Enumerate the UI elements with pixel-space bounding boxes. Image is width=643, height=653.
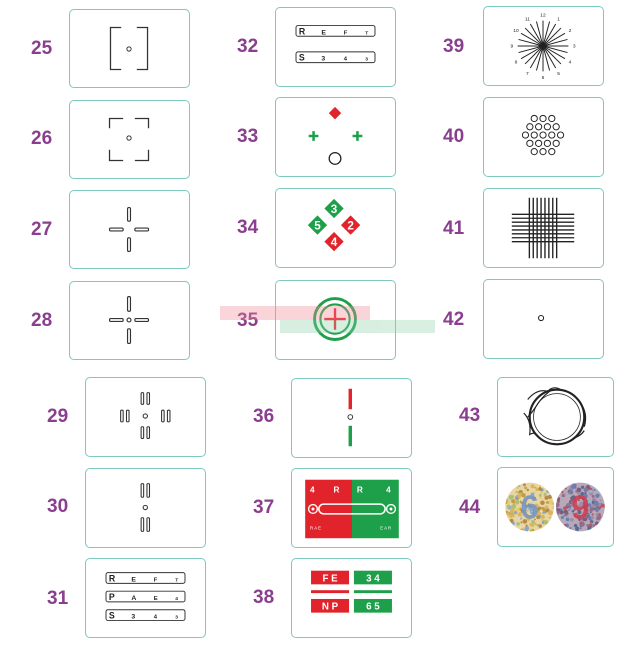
plate-dot [568,509,570,511]
plate-dot [507,516,509,518]
plate-dot [510,519,514,523]
plate-dot [564,510,568,514]
chart-card-38 [291,558,412,638]
row1-letter-3: F [153,577,158,584]
plate-dot [593,489,595,491]
grid-dot [536,124,542,130]
plate-dot [510,508,514,512]
item-number-37: 37 [253,497,275,518]
plate-dot [541,515,545,519]
plate-dot [516,522,519,525]
row3-letter-2: 3 [131,613,136,621]
plate-dot [595,522,599,526]
grid-dot [557,132,563,138]
grid-dot [544,140,550,146]
grid-dot [549,149,555,155]
plate-dot [509,495,514,500]
block-bottom-right-text: 6 5 [366,601,380,613]
plate-dot [585,486,587,488]
chart-card-41 [483,188,604,268]
clock-number-6: 6 [541,75,545,81]
dot-grid-hexagon-chart [484,98,603,176]
green-plus-left-icon [309,131,319,141]
item-number-33: 33 [237,126,259,147]
grid-dot [540,149,546,155]
plate-dot [516,491,518,493]
plate-dot [539,496,542,499]
green-panel-top-left: R [356,485,363,495]
chart-card-32 [275,7,396,87]
plate-dot [540,492,543,495]
plate-dot [531,484,535,488]
plate-dot [599,513,601,515]
item-number-41: 41 [443,218,465,239]
double-lines-cross-diagram [86,378,205,456]
plate-dot [565,487,567,489]
cross-lines-diagram [70,191,189,268]
grid-dot [540,132,546,138]
plate-dot [541,485,544,488]
plate-dot [566,503,569,506]
worth-four-dot-chart [276,98,395,176]
red-panel-top-right: R [333,485,340,495]
plate-dot [545,505,548,508]
plate-dot [581,486,584,489]
item-number-27: 27 [31,219,53,240]
row3-letter-3: 4 [153,614,158,621]
item-number-34: 34 [237,217,259,238]
block-top-right-text: 3 4 [366,573,380,585]
concentric-circle-cross-chart [276,281,395,359]
right-bracket [137,28,148,70]
grid-dot [540,115,546,121]
clock-number-1: 1 [557,17,560,23]
chart-card-39 [483,6,604,86]
chart-card-33 [275,97,396,177]
clock-number-11: 11 [524,17,530,23]
row2-letter-1: P [108,591,115,602]
plate-dot [602,502,604,504]
chart-card-29 [85,377,206,457]
item-number-25: 25 [31,38,53,59]
chart-card-27 [69,190,190,269]
bracket-target-diagram [70,10,189,87]
plate-dot [518,485,520,487]
grid-dot [553,124,559,130]
grid-dot [544,124,550,130]
grid-dot [531,115,537,121]
grid-dot [522,132,528,138]
plate-dot [593,524,595,526]
plate-dot [516,487,518,489]
row2-letter-2: A [131,594,137,602]
green-panel-top-right: 4 [386,485,391,495]
letter-row-2 [296,52,375,63]
row2-letter-3: E [153,595,158,602]
row3-letter-1: S [108,610,115,621]
clock-number-12: 12 [540,13,546,19]
plate-dot [544,496,548,500]
chart-card-34 [275,188,396,268]
plate-dot [566,518,570,522]
grid-dot [553,140,559,146]
plate-dot [505,502,507,504]
item-number-32: 32 [237,36,259,57]
plate-dot [601,509,604,512]
row1-letter-2: E [321,29,326,37]
plate-dot [565,513,568,516]
plate-dot [580,527,582,529]
chart-card-28 [69,281,190,360]
plate-dot [577,483,579,485]
plate-dot [515,498,517,500]
item-number-39: 39 [443,36,465,57]
chart-card-26 [69,100,190,179]
red-vertical-bar [349,389,352,409]
chart-card-36 [291,378,412,458]
plate-dot [575,527,579,531]
plate-dot [552,502,555,505]
plate-dot [549,517,551,519]
plate-dot [539,494,542,497]
row2-letter-4: 3 [365,57,368,63]
plate-dot [534,487,536,489]
plate-dot [592,513,594,515]
small-circle-icon [539,315,544,320]
plate-dot [593,493,595,495]
clock-number-2: 2 [568,29,572,35]
colored-diamond-numbers-chart [276,189,395,267]
double-vertical-lines-diagram [86,469,205,547]
plate-dot [548,510,553,515]
center-dot [127,136,131,140]
bracket-target-diagram [70,101,189,178]
cross-lines-dot-diagram [70,282,189,359]
grid-dot [527,140,533,146]
chart-card-30 [85,468,206,548]
row2-letter-3: 4 [343,56,348,63]
letter-rows-chart [86,559,205,637]
plate-dot [524,528,528,532]
grid-dot [536,140,542,146]
row1-letter-1: R [108,573,116,584]
chart-card-35 [275,280,396,360]
corner-top-right [135,119,149,129]
item-number-26: 26 [31,128,53,149]
white-circle-icon [329,153,341,165]
fundus-eye-ring-drawing [498,378,613,456]
red-diamond-icon [329,107,341,119]
diamond-bottom-number: 4 [330,236,338,250]
plate-dot [571,484,575,488]
ishihara-color-plates [498,468,613,546]
plate-dot [552,506,556,510]
letter-row-1 [296,26,375,37]
plate-dot [561,516,564,519]
clock-number-9: 9 [510,44,514,50]
corner-bottom-right [135,150,149,161]
plate-dot [522,530,524,532]
letter-row-2 [106,591,185,602]
plate-right-number: 9 [571,489,590,527]
plate-dot [555,503,560,508]
diamond-left-number: 5 [314,219,321,233]
block-bottom-left-text: N P [321,601,339,613]
plate-dot [546,490,549,493]
corner-top-left [110,119,124,129]
grid-dot [549,115,555,121]
letter-rows-chart [276,8,395,86]
plate-dot [556,497,560,501]
chart-card-40 [483,97,604,177]
clock-number-10: 10 [513,29,519,35]
item-number-36: 36 [253,406,275,427]
item-number-43: 43 [459,405,481,426]
plate-dot [602,504,605,507]
chart-card-37 [291,468,412,548]
item-number-28: 28 [31,310,53,331]
plate-dot [591,516,594,519]
red-panel-bottom-text: R A E [310,525,322,531]
plate-dot [560,510,564,514]
green-plus-right-icon [353,131,363,141]
red-green-vertical-bars-chart [292,379,411,457]
plate-dot [515,500,519,504]
item-number-35: 35 [237,310,259,331]
left-bracket [110,28,121,70]
plate-dot [505,498,509,502]
clock-number-5: 5 [557,71,560,77]
plate-dot [511,499,515,503]
plate-dot [564,524,567,527]
center-dot [127,47,131,51]
letter-row-1 [106,573,185,584]
crossed-grid-lines-chart [484,189,603,267]
item-number-38: 38 [253,587,275,608]
row2-letter-4: 4 [175,596,178,602]
plate-dot [556,511,560,515]
clock-number-3: 3 [572,44,576,50]
chart-card-43 [497,377,614,457]
plate-dot [600,499,602,501]
chart-card-31 [85,558,206,638]
plate-dot [561,491,563,493]
item-number-30: 30 [47,496,69,517]
red-green-duochrome-chart [292,469,411,547]
bar-right [354,590,392,593]
bar-left [311,590,349,593]
grid-dot [531,132,537,138]
clock-number-7: 7 [526,71,529,77]
plate-dot [512,504,516,508]
item-number-44: 44 [459,497,481,518]
item-number-42: 42 [443,309,465,330]
clock-number-4: 4 [568,60,572,66]
single-dot-chart [484,280,603,358]
diamond-right-number: 2 [347,219,354,233]
plate-dot [564,494,566,496]
diamond-top-number: 3 [330,202,338,216]
row1-letter-3: F [343,30,348,37]
plate-dot [507,505,511,509]
item-number-31: 31 [47,588,69,609]
plate-dot [544,520,548,524]
red-panel-top-left: 4 [310,485,315,495]
block-top-left-text: F E [322,573,338,585]
plate-dot [516,508,520,512]
item-number-40: 40 [443,126,465,147]
item-number-29: 29 [47,406,69,427]
astigmatism-clock-dial-chart [484,7,603,85]
row1-letter-4: T [365,31,369,37]
plate-left-number: 6 [520,489,539,527]
chart-card-25 [69,9,190,88]
plate-dot [523,483,526,486]
red-cross-icon [324,308,345,329]
row1-letter-4: T [175,578,179,584]
row3-letter-4: 3 [175,615,178,621]
plate-dot [569,527,571,529]
red-green-letter-blocks-chart [292,559,411,637]
plate-dot [595,508,599,512]
chart-card-44 [497,467,614,547]
plate-dot [509,514,513,518]
plate-dot [587,527,591,531]
green-vertical-bar [349,426,352,446]
clock-number-8: 8 [514,60,518,66]
row2-letter-2: 3 [321,55,326,63]
row1-letter-2: E [131,576,136,584]
green-panel-bottom-text: E A R [380,525,392,531]
plate-dot [592,495,595,498]
letter-row-3 [106,610,185,621]
corner-bottom-left [110,150,124,161]
plate-dot [542,507,546,511]
grid-dot [549,132,555,138]
plate-dot [595,494,599,498]
plate-dot [532,529,535,532]
plate-dot [590,522,592,524]
grid-dot [531,149,537,155]
plate-dot [594,501,599,506]
plate-dot [564,506,567,509]
chart-card-42 [483,279,604,359]
plate-dot [544,493,547,496]
row2-letter-1: S [298,52,305,63]
row1-letter-1: R [298,26,306,37]
grid-dot [527,124,533,130]
center-dot [348,415,353,420]
plate-dot [540,501,545,506]
